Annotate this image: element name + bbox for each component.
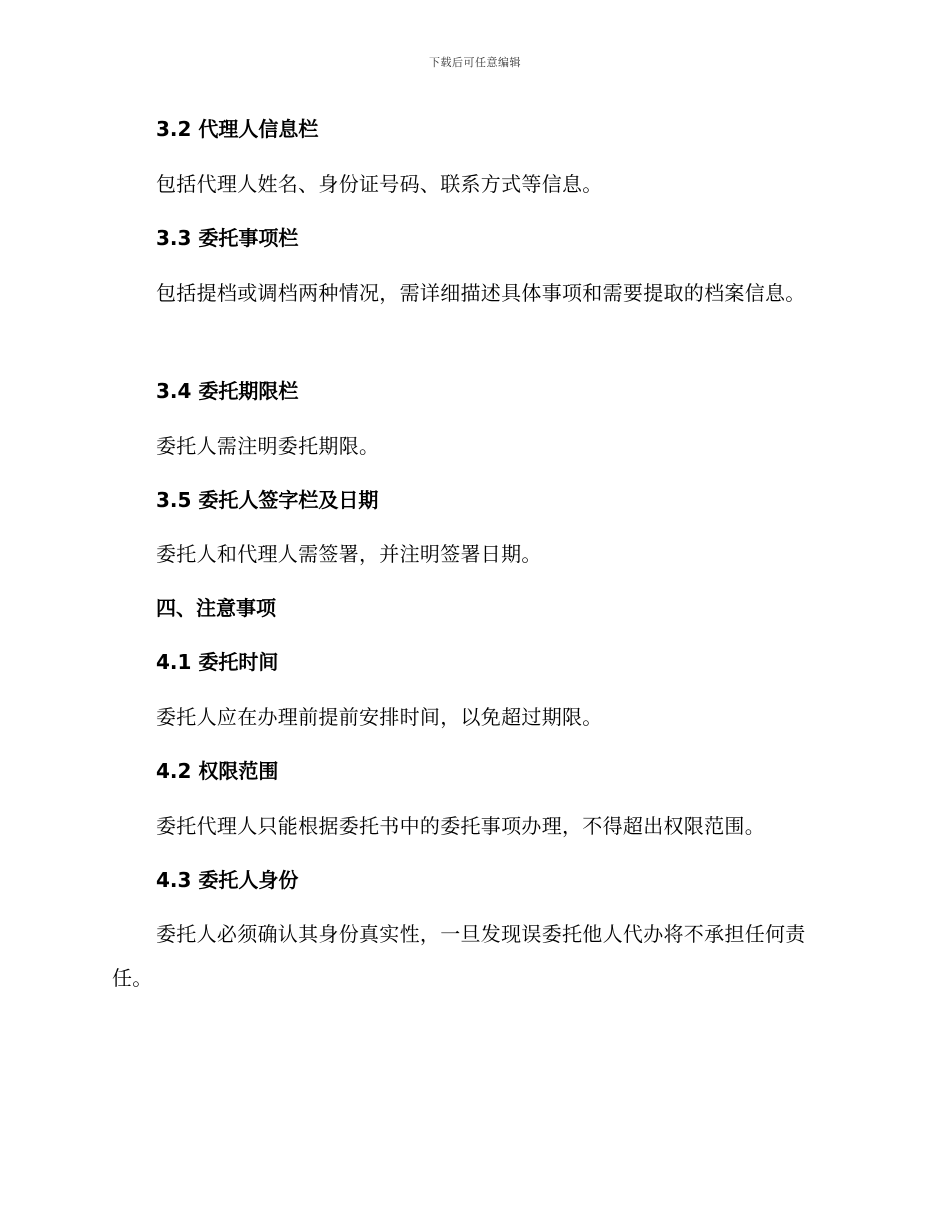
- heading-4-3: 4.3 委托人身份: [156, 868, 299, 892]
- paragraph-3-5: 委托人和代理人需签署，并注明签署日期。: [156, 542, 542, 566]
- paragraph-3-4: 委托人需注明委托期限。: [156, 434, 380, 458]
- heading-3-2: 3.2 代理人信息栏: [156, 117, 319, 141]
- paragraph-4-2: 委托代理人只能根据委托书中的委托事项办理，不得超出权限范围。: [156, 814, 765, 838]
- paragraph-4-3: 委托人必须确认其身份真实性，一旦发现误委托他人代办将不承担任何责任。: [112, 922, 806, 990]
- heading-3-5: 3.5 委托人签字栏及日期: [156, 488, 379, 512]
- heading-3-3: 3.3 委托事项栏: [156, 226, 299, 250]
- heading-3-4: 3.4 委托期限栏: [156, 379, 299, 403]
- heading-4-2: 4.2 权限范围: [156, 759, 279, 783]
- paragraph-3-3: 包括提档或调档两种情况，需详细描述具体事项和需要提取的档案信息。: [156, 281, 806, 305]
- heading-section-4: 四、注意事项: [156, 596, 276, 620]
- heading-4-1: 4.1 委托时间: [156, 650, 279, 674]
- paragraph-3-2: 包括代理人姓名、身份证号码、联系方式等信息。: [156, 172, 603, 196]
- header-note: 下载后可任意编辑: [429, 56, 521, 69]
- paragraph-4-1: 委托人应在办理前提前安排时间，以免超过期限。: [156, 705, 603, 729]
